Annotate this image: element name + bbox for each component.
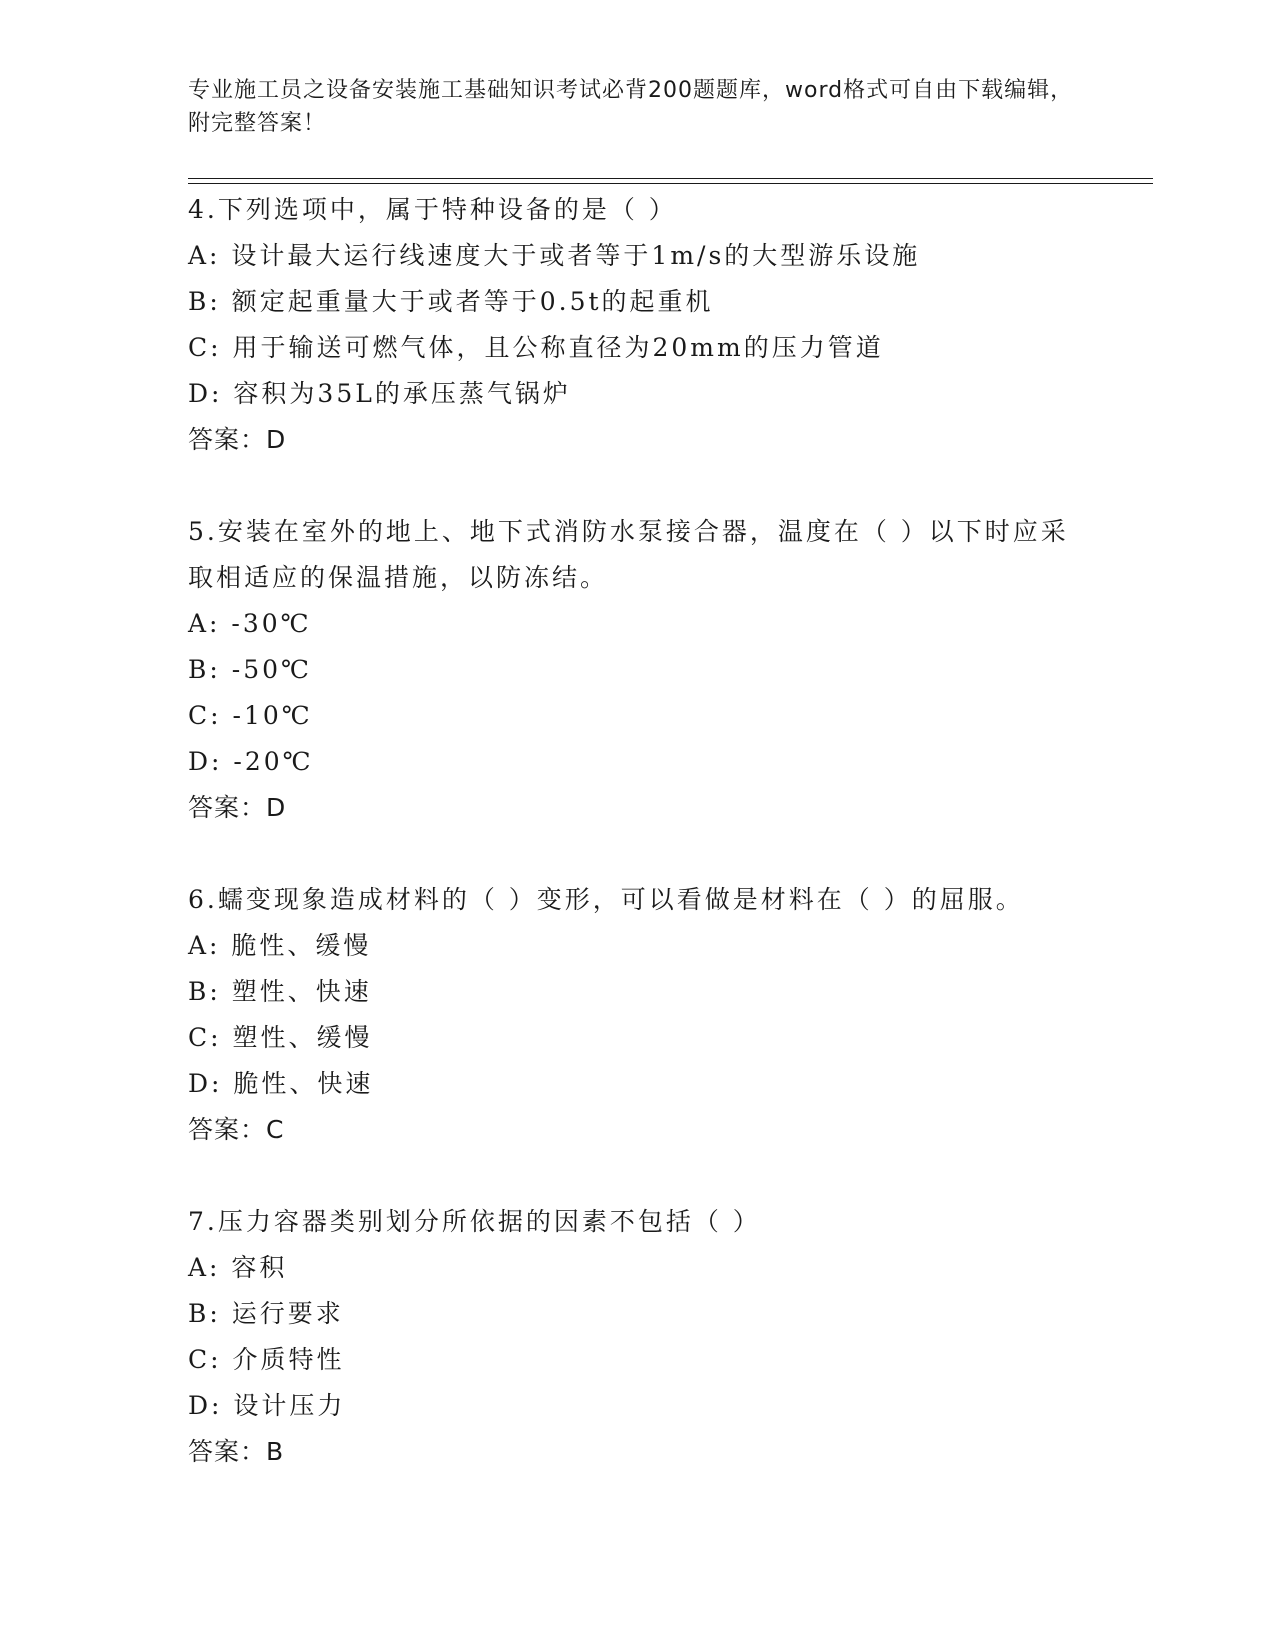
question-text: 7.压力容器类别划分所依据的因素不包括（ ） <box>188 1207 761 1236</box>
option-b: B: 运行要求 <box>188 1299 344 1328</box>
option-d: D: 设计压力 <box>188 1391 346 1420</box>
question-list <box>188 187 1088 1475</box>
option-a: A: 容积 <box>188 1253 288 1282</box>
answer: 答案：D <box>188 425 287 454</box>
answer: 答案：B <box>188 1437 285 1466</box>
option-c: C: -10℃ <box>188 701 313 730</box>
option-b: B: 额定起重量大于或者等于0.5t的起重机 <box>188 287 714 316</box>
option-a: A: 脆性、缓慢 <box>188 931 372 960</box>
question-spacer <box>188 831 1088 877</box>
option-c: C: 塑性、缓慢 <box>188 1023 373 1052</box>
option-b: B: 塑性、快速 <box>188 977 372 1006</box>
question-text: 5.安装在室外的地上、地下式消防水泵接合器，温度在（ ）以下时应采取相适应的保温措施，以防冻结。 <box>188 517 1069 592</box>
question-text: 6.蠕变现象造成材料的（ ）变形，可以看做是材料在（ ）的屈服。 <box>188 885 1024 914</box>
answer: 答案：C <box>188 1115 285 1144</box>
option-b: B: -50℃ <box>188 655 312 684</box>
question-spacer <box>188 1153 1088 1199</box>
answer: 答案：D <box>188 793 287 822</box>
question-text: 4.下列选项中，属于特种设备的是（ ） <box>188 195 677 224</box>
option-a: A: 设计最大运行线速度大于或者等于1m/s的大型游乐设施 <box>188 241 921 270</box>
question-spacer <box>188 463 1088 509</box>
option-d: D: -20℃ <box>188 747 314 776</box>
option-a: A: -30℃ <box>188 609 312 638</box>
option-c: C: 用于输送可燃气体，且公称直径为20mm的压力管道 <box>188 333 884 362</box>
header-divider-top <box>188 178 1153 179</box>
option-d: D: 容积为35L的承压蒸气锅炉 <box>188 379 571 408</box>
document-header: 专业施工员之设备安装施工基础知识考试必背200题题库，word格式可自由下载编辑，附完整答案！ <box>188 78 1074 136</box>
question-4 <box>188 187 1088 463</box>
question-6 <box>188 877 1088 1153</box>
option-d: D: 脆性、快速 <box>188 1069 374 1098</box>
question-5 <box>188 509 1088 831</box>
question-7 <box>188 1199 1088 1475</box>
header-divider-bottom <box>188 183 1153 184</box>
option-c: C: 介质特性 <box>188 1345 345 1374</box>
